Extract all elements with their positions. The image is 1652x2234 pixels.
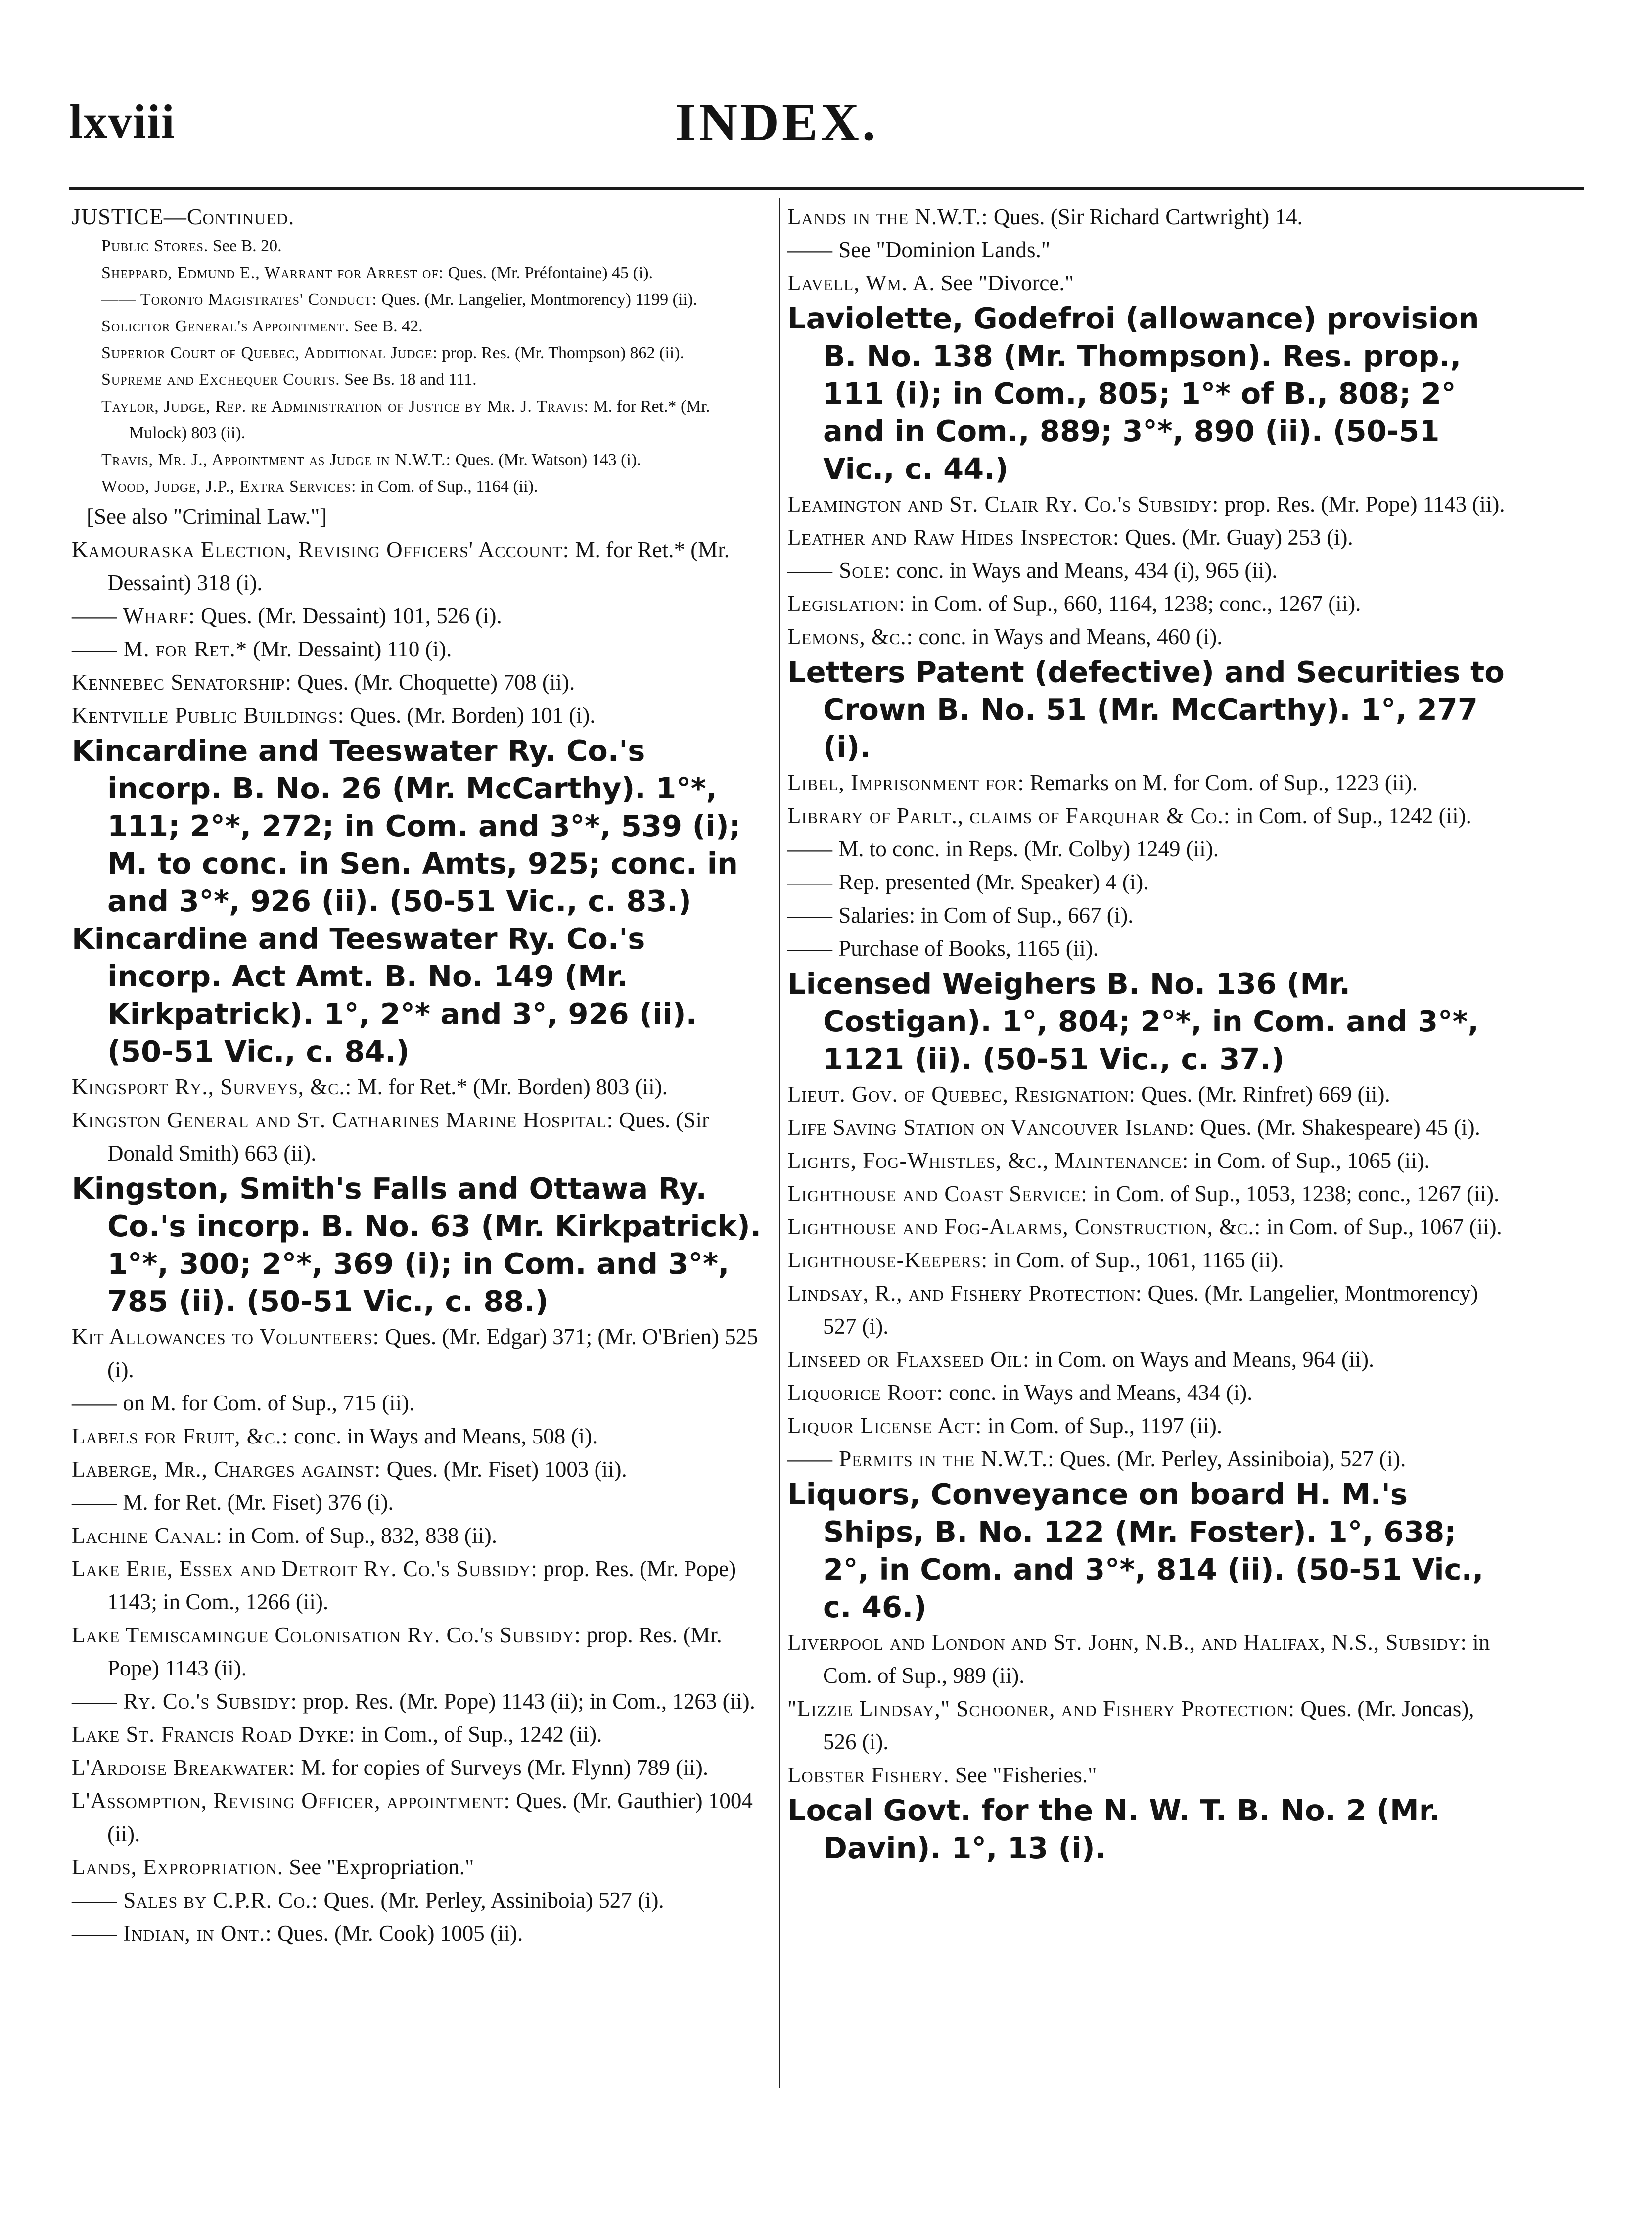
- entry-references: in Com. of Sup., 1061, 1165 (ii).: [988, 1248, 1284, 1272]
- index-entry: [787, 1210, 1510, 1244]
- index-entry: [787, 1078, 1510, 1111]
- entry-heading: Lands in the N.W.T.:: [787, 204, 988, 229]
- entry-references: See Bs. 18 and 111.: [340, 371, 477, 389]
- entry-heading: Lavell, Wm. A.: [787, 271, 935, 295]
- entry-references: Ques. (Mr. Choquette) 708 (ii).: [291, 670, 575, 695]
- entry-references: in Com. of Sup., 1067 (ii).: [1261, 1214, 1502, 1239]
- index-entry: [787, 766, 1510, 799]
- page-number: lxviii: [69, 95, 176, 148]
- index-entry: [72, 200, 767, 233]
- entry-references: M. for Ret.* (Mr. Dessaint) 318 (i).: [107, 537, 730, 595]
- index-entry: [72, 699, 767, 732]
- entry-heading: Liquorice Root:: [787, 1380, 943, 1405]
- index-entry: [787, 1244, 1510, 1277]
- right-column: [787, 200, 1510, 1867]
- entry-references: Ques. (Mr. Edgar) 371; (Mr. O'Brien) 525 (i).: [107, 1324, 758, 1382]
- index-entry: [787, 653, 1510, 766]
- entry-heading: Wood, Judge, J.P., Extra Services:: [101, 477, 357, 496]
- index-entry: [72, 1784, 767, 1851]
- entry-references: Ques. (Mr. Langelier, Montmorency) 527 (i).: [823, 1281, 1478, 1339]
- entry-heading: Public Stores.: [101, 237, 209, 255]
- entry-heading: Kingsport Ry., Surveys, &c.:: [72, 1074, 352, 1099]
- entry-references: (Mr. Dessaint) 110 (i).: [247, 637, 452, 661]
- entry-heading: Legislation:: [787, 591, 906, 616]
- entry-references: in Com. of Sup., 1065 (ii).: [1189, 1148, 1430, 1173]
- entry-heading: —— Sales by C.P.R. Co.:: [72, 1888, 319, 1912]
- entry-references: in Com. of Sup., 1197 (ii).: [982, 1413, 1223, 1438]
- entry-heading: Taylor, Judge, Rep. re Administration of Justice by Mr. J. Travis:: [101, 397, 589, 416]
- index-entry: [72, 447, 767, 473]
- entry-heading: Kentville Public Buildings:: [72, 703, 345, 728]
- entry-references: in Com. of Sup., 1164 (ii).: [356, 477, 538, 496]
- entry-references: conc. in Ways and Means, 508 (i).: [288, 1424, 598, 1448]
- index-entry: [787, 1111, 1510, 1144]
- index-entry: [72, 340, 767, 367]
- entry-heading: Kincardine and Teeswater Ry. Co.'s incorp. Act Amt. B. No. 149: [72, 922, 645, 993]
- entry-heading: —— Indian, in Ont.:: [72, 1921, 272, 1946]
- entry-references: in Com. on Ways and Means, 964 (ii).: [1029, 1347, 1375, 1372]
- entry-references: M. to conc. in Reps. (Mr. Colby) 1249 (ii).: [833, 837, 1219, 861]
- entry-heading: Licensed Weighers B. No. 136: [787, 967, 1277, 1001]
- entry-heading: Leather and Raw Hides Inspector:: [787, 525, 1120, 550]
- entry-heading: —— Permits in the N.W.T.:: [787, 1446, 1055, 1471]
- index-entry: [787, 866, 1510, 899]
- entry-heading: Laviolette, Godefroi (allowance) provision B. No. 138: [787, 301, 1479, 373]
- header-rule: [69, 187, 1584, 190]
- entry-references: in Com. of Sup., 989 (ii).: [823, 1630, 1490, 1688]
- index-entry: [72, 1453, 767, 1486]
- index-entry: [72, 1070, 767, 1104]
- entry-references: (Mr. Costigan). 1°, 804; 2°*, in Com. and 3°*, 1121 (ii). (50-51 Vic., c. 37.): [823, 967, 1479, 1076]
- entry-heading: —— Ry. Co.'s Subsidy:: [72, 1689, 298, 1714]
- entry-references: Ques. (Mr. Borden) 101 (i).: [344, 703, 596, 728]
- entry-references: (Mr. McCarthy). 1°*, 111; 2°*, 272; in Com. and 3°*, 539 (i); M. to conc. in Sen. Amts, 925; conc. in and 3°*, 926 (ii). (50-51 Vic., c. 83.): [107, 771, 741, 918]
- entry-heading: Lieut. Gov. of Quebec, Resignation:: [787, 1082, 1136, 1107]
- entry-heading: Lights, Fog-Whistles, &c., Maintenance:: [787, 1148, 1189, 1173]
- index-entry: [72, 1320, 767, 1387]
- index-entry: [787, 1409, 1510, 1443]
- entry-references: (Mr. Davin). 1°, 13 (i).: [823, 1793, 1440, 1865]
- entry-heading: Lobster Fishery.: [787, 1763, 950, 1787]
- index-entry: [787, 1759, 1510, 1792]
- entry-references: Ques. (Mr. Perley, Assiniboia), 527 (i).: [1054, 1446, 1406, 1471]
- entry-heading: —— Toronto Magistrates' Conduct:: [101, 290, 377, 309]
- index-entry: [787, 233, 1510, 267]
- index-entry: [72, 286, 767, 313]
- index-entry: [787, 1343, 1510, 1376]
- page-title: INDEX.: [675, 93, 879, 152]
- entry-references: in Com. of Sup., 1053, 1238; conc., 1267 (ii).: [1087, 1181, 1500, 1206]
- page-header: [69, 74, 1583, 153]
- entry-references: See "Divorce.": [935, 271, 1074, 295]
- entry-heading: L'Assomption, Revising Officer, appointment:: [72, 1788, 510, 1813]
- entry-heading: —— Sole:: [787, 558, 891, 583]
- entry-references: prop. Res. (Mr. Pope) 1143 (ii).: [1219, 492, 1505, 516]
- entry-references: Purchase of Books, 1165 (ii).: [833, 936, 1099, 961]
- index-entry: [787, 521, 1510, 554]
- entry-heading: JUSTICE—Continued.: [72, 204, 295, 229]
- entry-heading: ——: [787, 903, 833, 928]
- index-entry: [787, 899, 1510, 932]
- entry-heading: Lachine Canal:: [72, 1523, 223, 1548]
- index-entry: [787, 1692, 1510, 1759]
- entry-references: Ques. (Mr. Joncas), 526 (i).: [823, 1696, 1474, 1754]
- index-entry: [787, 620, 1510, 653]
- index-entry: [787, 1177, 1510, 1210]
- left-column: [72, 200, 767, 1950]
- entry-heading: Lindsay, R., and Fishery Protection:: [787, 1281, 1143, 1305]
- entry-references: See B. 42.: [349, 317, 423, 335]
- index-entry: [72, 1486, 767, 1519]
- entry-heading: ——: [787, 936, 833, 961]
- entry-references: on M. for Com. of Sup., 715 (ii).: [117, 1391, 415, 1415]
- entry-references: prop. Res. (Mr. Pope) 1143; in Com., 1266 (ii).: [107, 1556, 736, 1614]
- entry-heading: Lands, Expropriation.: [72, 1855, 283, 1879]
- entry-references: (Mr. Thompson). Res. prop., 111 (i); in Com., 805; 1°* of B., 808; 2° and in Com., 889; 3°*, 890 (ii). (50-51 Vic., c. 44.): [823, 339, 1462, 486]
- entry-heading: —— M. for Ret.*: [72, 637, 248, 661]
- entry-references: (Mr. Kirkpatrick). 1°*, 300; 2°*, 369 (i); in Com. and 3°*, 785 (ii). (50-51 Vic., c. 88.): [107, 1209, 762, 1318]
- index-entry: [72, 533, 767, 600]
- index-entry: [72, 260, 767, 286]
- entry-references: See B. 20.: [208, 237, 282, 255]
- index-entry: [787, 1626, 1510, 1692]
- entry-heading: Kingston, Smith's Falls and Ottawa Ry. Co.'s incorp. B. No. 63: [72, 1171, 707, 1243]
- entry-heading: L'Ardoise Breakwater:: [72, 1755, 296, 1780]
- entry-heading: Liquors, Conveyance on board H. M.'s Ships, B. No. 122: [787, 1477, 1408, 1549]
- entry-references: M. for copies of Surveys (Mr. Flynn) 789 (ii).: [295, 1755, 709, 1780]
- index-entry: [72, 666, 767, 699]
- index-entry: [72, 1851, 767, 1884]
- index-entry: [72, 1685, 767, 1718]
- entry-references: Ques. (Sir Donald Smith) 663 (ii).: [107, 1108, 710, 1165]
- entry-heading: ——: [787, 870, 833, 894]
- index-entry: [72, 1718, 767, 1751]
- entry-heading: Local Govt. for the N. W. T. B. No. 2: [787, 1793, 1367, 1827]
- index-entry: [787, 1277, 1510, 1343]
- entry-heading: —— Wharf:: [72, 604, 195, 628]
- entry-references: in Com. of Sup., 660, 1164, 1238; conc., 1267 (ii).: [905, 591, 1361, 616]
- index-entry: [72, 1619, 767, 1685]
- entry-references: (Mr. McCarthy). 1°, 277 (i).: [823, 693, 1478, 764]
- entry-heading: Life Saving Station on Vancouver Island:: [787, 1115, 1195, 1140]
- index-entry: [72, 367, 767, 393]
- entry-references: Salaries: in Com of Sup., 667 (i).: [833, 903, 1134, 928]
- entry-references: prop. Res. (Mr. Thompson) 862 (ii).: [438, 344, 685, 362]
- entry-references: (Mr. Kirkpatrick). 1°, 2°* and 3°, 926 (ii). (50-51 Vic., c. 84.): [107, 959, 697, 1069]
- entry-references: See "Dominion Lands.": [833, 237, 1051, 262]
- entry-references: conc. in Ways and Means, 460 (i).: [913, 624, 1223, 649]
- index-entry: [72, 1751, 767, 1784]
- index-entry: [787, 488, 1510, 521]
- index-entry: [787, 1376, 1510, 1409]
- entry-references: conc. in Ways and Means, 434 (i).: [943, 1380, 1253, 1405]
- entry-references: Ques. (Mr. Gauthier) 1004 (ii).: [107, 1788, 753, 1846]
- entry-heading: Lighthouse and Fog-Alarms, Construction, &c.:: [787, 1214, 1261, 1239]
- entry-heading: Kincardine and Teeswater Ry. Co.'s incorp. B. No. 26: [72, 734, 645, 805]
- entry-references: Remarks on M. for Com. of Sup., 1223 (ii).: [1024, 770, 1418, 795]
- index-entry: [72, 1104, 767, 1170]
- entry-heading: Kingston General and St. Catharines Marine Hospital:: [72, 1108, 614, 1132]
- entry-references: Ques. (Mr. Langelier, Montmorency) 1199 (ii).: [377, 290, 697, 309]
- entry-references: See "Expropriation.": [283, 1855, 474, 1879]
- entry-references: Ques. (Mr. Shakespeare) 45 (i).: [1194, 1115, 1480, 1140]
- entry-heading: Lighthouse and Coast Service:: [787, 1181, 1088, 1206]
- entry-heading: "Lizzie Lindsay," Schooner, and Fishery Protection:: [787, 1696, 1295, 1721]
- index-entry: [787, 267, 1510, 300]
- entry-heading: Travis, Mr. J., Appointment as Judge in N.W.T.:: [101, 451, 451, 469]
- index-entry: [787, 1144, 1510, 1177]
- index-entry: [787, 1476, 1510, 1626]
- index-entry: [787, 554, 1510, 587]
- entry-references: Ques. (Mr. Fiset) 1003 (ii).: [381, 1457, 627, 1482]
- index-entry: [72, 633, 767, 666]
- entry-references: Ques. (Mr. Préfontaine) 45 (i).: [444, 264, 653, 282]
- entry-heading: Superior Court of Quebec, Additional Judge:: [101, 344, 438, 362]
- entry-heading: Linseed or Flaxseed Oil:: [787, 1347, 1030, 1372]
- entry-references: in Com., of Sup., 1242 (ii).: [355, 1722, 602, 1747]
- entry-heading: Kit Allowances to Volunteers:: [72, 1324, 380, 1349]
- index-entry: [787, 932, 1510, 965]
- index-entry: [72, 1552, 767, 1619]
- index-entry: [787, 300, 1510, 488]
- index-entry: [72, 1420, 767, 1453]
- index-entry: [72, 500, 767, 533]
- entry-references: Ques. (Mr. Cook) 1005 (ii).: [272, 1921, 523, 1946]
- index-entry: [72, 600, 767, 633]
- entry-heading: Lemons, &c.:: [787, 624, 914, 649]
- index-entry: [72, 393, 767, 447]
- entry-references: M. for Ret. (Mr. Fiset) 376 (i).: [117, 1490, 394, 1515]
- entry-heading: Lake Temiscamingue Colonisation Ry. Co.'s Subsidy:: [72, 1623, 581, 1647]
- index-entry: [72, 1519, 767, 1552]
- entry-heading: Kamouraska Election, Revising Officers' Account:: [72, 537, 570, 562]
- entry-references: Ques. (Mr. Watson) 143 (i).: [451, 451, 641, 469]
- entry-heading: Leamington and St. Clair Ry. Co.'s Subsidy:: [787, 492, 1219, 516]
- entry-heading: Supreme and Exchequer Courts.: [101, 371, 340, 389]
- index-entry: [72, 233, 767, 260]
- entry-heading: Lake Erie, Essex and Detroit Ry. Co.'s Subsidy:: [72, 1556, 538, 1581]
- entry-references: prop. Res. (Mr. Pope) 1143 (ii); in Com., 1263 (ii).: [297, 1689, 755, 1714]
- entry-references: See "Fisheries.": [949, 1763, 1097, 1787]
- entry-heading: Kennebec Senatorship:: [72, 670, 292, 695]
- entry-references: Ques. (Mr. Dessaint) 101, 526 (i).: [195, 604, 502, 628]
- index-entry: [787, 1443, 1510, 1476]
- entry-references: Ques. (Mr. Rinfret) 669 (ii).: [1135, 1082, 1390, 1107]
- entry-heading: ——: [72, 1391, 117, 1415]
- entry-heading: Lighthouse-Keepers:: [787, 1248, 988, 1272]
- entry-references: (Mr. Foster). 1°, 638; 2°, in Com. and 3°*, 814 (ii). (50-51 Vic., c. 46.): [823, 1515, 1484, 1624]
- entry-heading: Libel, Imprisonment for:: [787, 770, 1024, 795]
- index-entry: [72, 732, 767, 920]
- entry-heading: ——: [787, 237, 833, 262]
- index-entry: [72, 473, 767, 500]
- index-entry: [787, 1792, 1510, 1867]
- entry-heading: Letters Patent (defective) and Securities to Crown B. No. 51: [787, 655, 1505, 727]
- entry-heading: Lake St. Francis Road Dyke:: [72, 1722, 356, 1747]
- index-entry: [72, 1917, 767, 1950]
- index-entry: [72, 1884, 767, 1917]
- entry-references: Ques. (Mr. Perley, Assiniboia) 527 (i).: [318, 1888, 664, 1912]
- entry-references: M. for Ret.* (Mr. Mulock) 803 (ii).: [129, 397, 710, 442]
- entry-references: prop. Res. (Mr. Pope) 1143 (ii).: [107, 1623, 722, 1680]
- index-entry: [72, 1387, 767, 1420]
- entry-heading: ——: [787, 837, 833, 861]
- index-entry: [72, 920, 767, 1070]
- index-entry: [72, 313, 767, 340]
- index-entry: [787, 965, 1510, 1078]
- index-entry: [787, 200, 1510, 233]
- entry-heading: Labels for Fruit, &c.:: [72, 1424, 288, 1448]
- entry-heading: Solicitor General's Appointment.: [101, 317, 350, 335]
- entry-references: Ques. (Mr. Guay) 253 (i).: [1119, 525, 1353, 550]
- entry-references: Ques. (Sir Richard Cartwright) 14.: [988, 204, 1303, 229]
- entry-heading: Liverpool and London and St. John, N.B., and Halifax, N.S., Subsidy:: [787, 1630, 1468, 1655]
- entry-references: M. for Ret.* (Mr. Borden) 803 (ii).: [352, 1074, 668, 1099]
- entry-references: in Com. of Sup., 1242 (ii).: [1230, 803, 1471, 828]
- entry-heading: Liquor License Act:: [787, 1413, 982, 1438]
- entry-references: conc. in Ways and Means, 434 (i), 965 (ii).: [890, 558, 1278, 583]
- entry-references: [See also "Criminal Law."]: [87, 504, 327, 529]
- entry-references: in Com. of Sup., 832, 838 (ii).: [223, 1523, 498, 1548]
- index-entry: [72, 1170, 767, 1320]
- entry-heading: Laberge, Mr., Charges against:: [72, 1457, 381, 1482]
- index-entry: [787, 587, 1510, 620]
- entry-heading: Library of Parlt., claims of Farquhar & Co.:: [787, 803, 1231, 828]
- entry-heading: ——: [72, 1490, 117, 1515]
- index-entry: [787, 833, 1510, 866]
- entry-references: Rep. presented (Mr. Speaker) 4 (i).: [833, 870, 1149, 894]
- entry-heading: Sheppard, Edmund E., Warrant for Arrest of:: [101, 264, 444, 282]
- index-entry: [787, 799, 1510, 833]
- column-divider: [779, 198, 780, 2088]
